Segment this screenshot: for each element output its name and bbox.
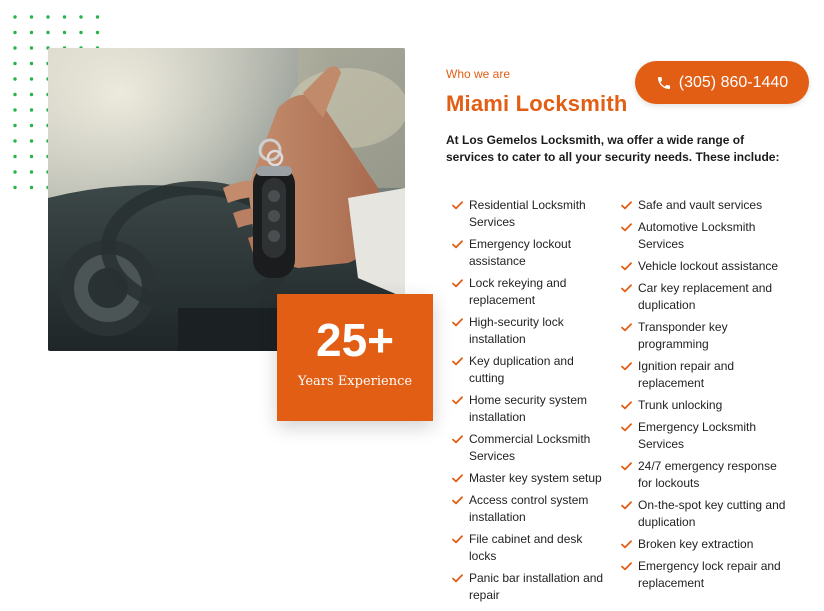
service-label: Safe and vault services bbox=[638, 198, 763, 212]
decorative-dot bbox=[30, 31, 33, 34]
checkmark-icon bbox=[621, 319, 633, 336]
service-label: Home security system installation bbox=[469, 393, 588, 424]
decorative-dot bbox=[79, 15, 82, 18]
page-title: Miami Locksmith bbox=[446, 91, 628, 116]
decorative-dot bbox=[13, 46, 16, 49]
decorative-dot bbox=[79, 31, 82, 34]
service-label: Key duplication and cutting bbox=[469, 354, 574, 385]
checkmark-icon bbox=[621, 258, 633, 275]
service-item bbox=[621, 458, 791, 492]
checkmark-icon bbox=[621, 280, 633, 297]
service-item bbox=[621, 497, 791, 531]
decorative-dot bbox=[30, 77, 33, 80]
service-item bbox=[452, 236, 612, 270]
service-item bbox=[452, 531, 612, 565]
checkmark-icon bbox=[621, 397, 633, 414]
decorative-dot bbox=[30, 124, 33, 127]
checkmark-icon bbox=[452, 314, 464, 331]
service-item bbox=[621, 280, 791, 314]
decorative-dot bbox=[30, 15, 33, 18]
services-list-left bbox=[452, 197, 612, 609]
checkmark-icon bbox=[452, 492, 464, 509]
service-item bbox=[452, 431, 612, 465]
checkmark-icon bbox=[452, 197, 464, 214]
service-label: Panic bar installation and repair bbox=[469, 571, 604, 602]
years-number: 25+ bbox=[315, 314, 395, 366]
checkmark-icon bbox=[452, 353, 464, 370]
decorative-dot bbox=[30, 186, 33, 189]
checkmark-icon bbox=[452, 236, 464, 253]
decorative-dot bbox=[30, 46, 33, 49]
decorative-dot bbox=[13, 77, 16, 80]
decorative-dot bbox=[13, 15, 16, 18]
decorative-dot bbox=[30, 108, 33, 111]
service-label: Automotive Locksmith Services bbox=[638, 220, 756, 251]
service-label: Vehicle lockout assistance bbox=[638, 259, 779, 273]
checkmark-icon bbox=[452, 431, 464, 448]
service-label: Trunk unlocking bbox=[638, 398, 723, 412]
decorative-dot bbox=[30, 155, 33, 158]
service-label: Emergency lockout assistance bbox=[469, 237, 572, 268]
checkmark-icon bbox=[621, 536, 633, 553]
service-label: High-security lock installation bbox=[469, 315, 564, 346]
service-item bbox=[452, 275, 612, 309]
decorative-dot bbox=[96, 31, 99, 34]
decorative-dot bbox=[46, 31, 49, 34]
decorative-dot bbox=[30, 93, 33, 96]
service-label: Broken key extraction bbox=[638, 537, 754, 551]
checkmark-icon bbox=[452, 470, 464, 487]
service-item bbox=[621, 258, 791, 275]
section-eyebrow: Who we are bbox=[446, 67, 511, 81]
checkmark-icon bbox=[452, 275, 464, 292]
checkmark-icon bbox=[621, 419, 633, 436]
checkmark-icon bbox=[452, 392, 464, 409]
checkmark-icon bbox=[452, 531, 464, 548]
decorative-dot bbox=[13, 186, 16, 189]
service-label: Transponder key programming bbox=[638, 320, 728, 351]
service-item bbox=[621, 397, 791, 414]
service-label: Emergency Locksmith Services bbox=[638, 420, 757, 451]
service-label: Residential Locksmith Services bbox=[469, 198, 586, 229]
service-item bbox=[621, 319, 791, 353]
checkmark-icon bbox=[621, 219, 633, 236]
decorative-dot bbox=[30, 170, 33, 173]
checkmark-icon bbox=[621, 558, 633, 575]
decorative-dot bbox=[46, 15, 49, 18]
service-item bbox=[621, 419, 791, 453]
service-label: Lock rekeying and replacement bbox=[469, 276, 567, 307]
service-item bbox=[621, 558, 791, 592]
checkmark-icon bbox=[621, 458, 633, 475]
decorative-dot bbox=[13, 139, 16, 142]
service-item bbox=[452, 570, 612, 604]
services-list-right bbox=[621, 197, 791, 597]
service-label: Commercial Locksmith Services bbox=[469, 432, 591, 463]
decorative-dot bbox=[13, 170, 16, 173]
service-item bbox=[621, 536, 791, 553]
decorative-dot bbox=[13, 31, 16, 34]
decorative-dot bbox=[96, 15, 99, 18]
service-label: Emergency lock repair and replacement bbox=[638, 559, 781, 590]
service-item bbox=[452, 470, 612, 487]
decorative-dot bbox=[13, 124, 16, 127]
decorative-dot bbox=[30, 139, 33, 142]
service-label: Ignition repair and replacement bbox=[638, 359, 735, 390]
decorative-dot bbox=[63, 31, 66, 34]
intro-paragraph: At Los Gemelos Locksmith, wa offer a wide range of services to cater to all your security needs. These include: bbox=[446, 133, 780, 164]
service-label: Master key system setup bbox=[469, 471, 602, 485]
service-item bbox=[621, 197, 791, 214]
service-item bbox=[621, 358, 791, 392]
decorative-dot bbox=[13, 93, 16, 96]
experience-badge bbox=[277, 294, 433, 421]
service-label: Access control system installation bbox=[469, 493, 589, 524]
service-label: 24/7 emergency response for lockouts bbox=[638, 459, 777, 490]
decorative-dot bbox=[30, 62, 33, 65]
checkmark-icon bbox=[452, 570, 464, 587]
service-item bbox=[452, 197, 612, 231]
service-label: File cabinet and desk locks bbox=[469, 532, 583, 563]
checkmark-icon bbox=[621, 497, 633, 514]
service-item bbox=[452, 314, 612, 348]
years-label: Years Experience bbox=[297, 374, 413, 389]
phone-number: (305) 860-1440 bbox=[678, 73, 789, 91]
checkmark-icon bbox=[621, 197, 633, 214]
service-item bbox=[452, 392, 612, 426]
checkmark-icon bbox=[621, 358, 633, 375]
decorative-dot bbox=[13, 155, 16, 158]
call-phone-button[interactable] bbox=[635, 61, 809, 104]
decorative-dot bbox=[13, 108, 16, 111]
service-label: Car key replacement and duplication bbox=[638, 281, 773, 312]
service-item bbox=[452, 492, 612, 526]
service-item bbox=[621, 219, 791, 253]
phone-icon bbox=[656, 75, 672, 91]
service-label: On-the-spot key cutting and duplication bbox=[638, 498, 786, 529]
decorative-dot bbox=[13, 62, 16, 65]
service-item bbox=[452, 353, 612, 387]
decorative-dot bbox=[63, 15, 66, 18]
